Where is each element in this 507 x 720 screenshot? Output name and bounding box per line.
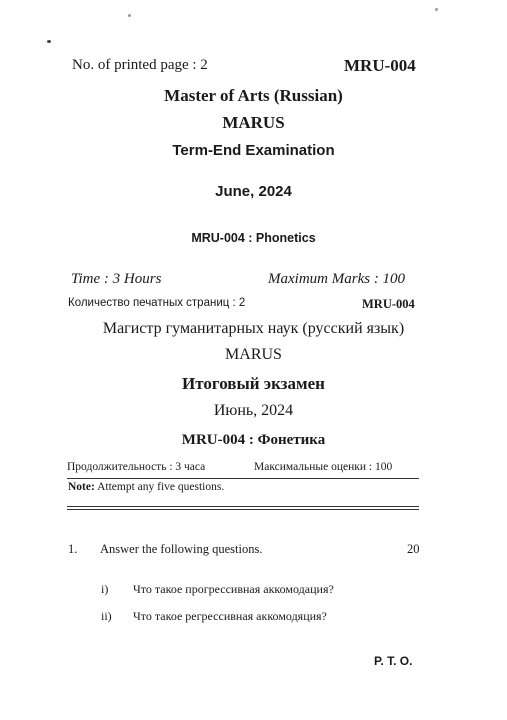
paper-code-ru: MRU-004: [362, 297, 415, 311]
note-text: Attempt any five questions.: [97, 481, 225, 493]
paper-code-en: MRU-004: [344, 56, 416, 75]
course-short-ru: MARUS: [225, 346, 282, 363]
time-en: Time : 3 Hours: [71, 271, 162, 287]
printed-pages-en: No. of printed page : 2: [72, 57, 208, 73]
instructions-note: [68, 481, 224, 493]
subject-ru: MRU-004 : Фонетика: [181, 432, 326, 448]
max-marks-ru: Максимальные оценки : 100: [254, 461, 393, 473]
question-text: Answer the following questions.: [100, 542, 263, 556]
programme-title-ru: Магистр гуманитарных наук (русский язык): [102, 320, 405, 337]
question-number: 1.: [68, 542, 78, 556]
printed-pages-ru: Количество печатных страниц : 2: [68, 297, 246, 309]
subquestion-text: Что такое прогрессивная аккомодация?: [133, 582, 334, 596]
double-rule-bottom: [67, 509, 419, 510]
scan-speck: [435, 8, 438, 11]
double-rule-top: [67, 506, 419, 507]
duration-ru: Продолжительность : 3 часа: [67, 461, 206, 473]
question-marks: 20: [407, 542, 420, 556]
pto-label: P. T. O.: [374, 654, 413, 668]
subquestion-text: Что такое регрессивная аккомодяция?: [133, 609, 327, 623]
subquestion-number: i): [101, 582, 109, 596]
exam-type-en: Term-End Examination: [172, 142, 335, 159]
note-label: Note:: [68, 481, 95, 493]
course-short-en: MARUS: [222, 113, 285, 132]
exam-date-ru: Июнь, 2024: [213, 402, 294, 419]
scan-speck: [47, 40, 51, 43]
max-marks-en: Maximum Marks : 100: [268, 271, 406, 287]
programme-title-en: Master of Arts (Russian): [164, 86, 343, 105]
subquestion-number: ii): [101, 609, 112, 623]
scan-speck: [128, 14, 131, 17]
exam-type-ru: Итоговый экзамен: [182, 374, 325, 393]
divider-line: [67, 478, 419, 479]
exam-date-en: June, 2024: [215, 183, 292, 200]
subject-en: MRU-004 : Phonetics: [191, 231, 316, 245]
